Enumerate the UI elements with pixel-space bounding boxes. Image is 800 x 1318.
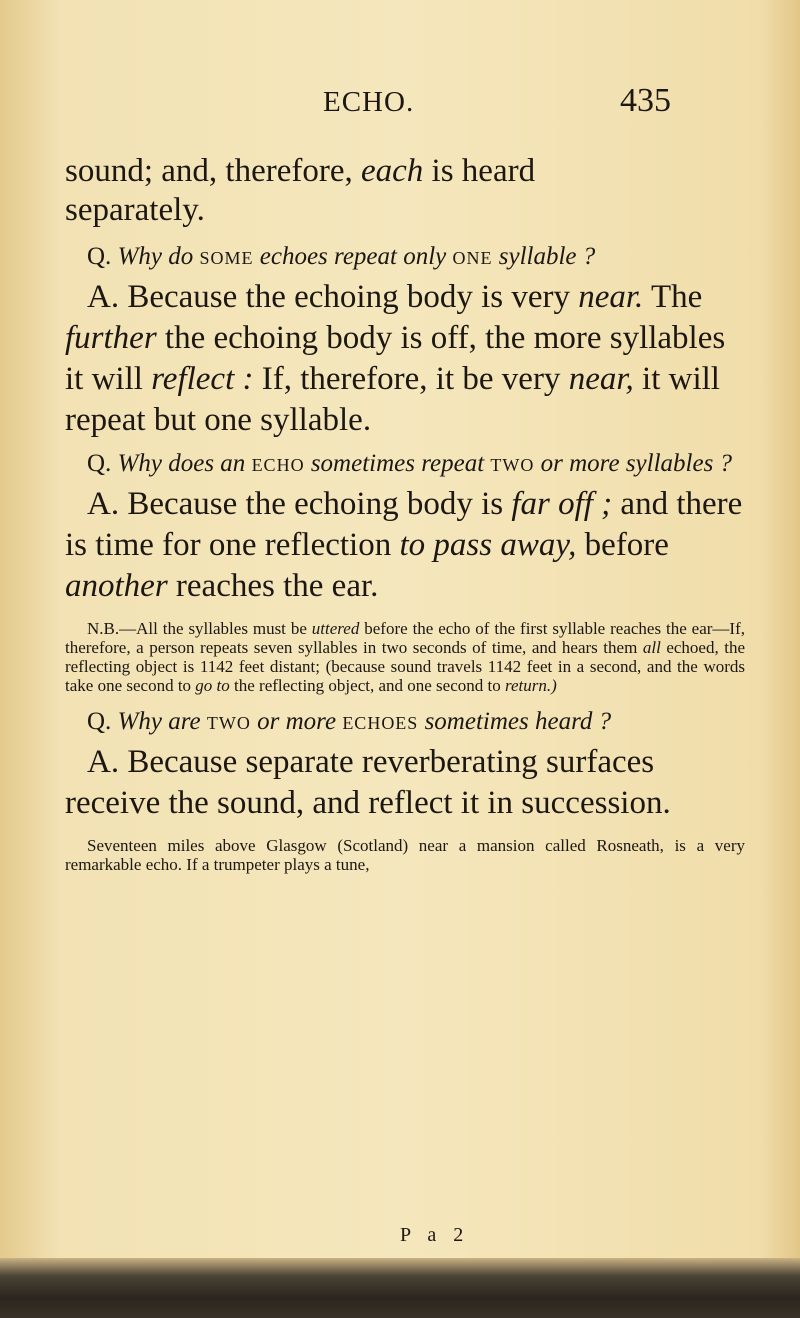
text-run: syllable ? <box>498 243 596 270</box>
text-run: sometimes repeat <box>310 450 485 477</box>
text-run: is heard <box>431 153 536 189</box>
answer-label: A. <box>87 744 120 780</box>
text-run: before <box>584 527 669 563</box>
running-title: ECHO. <box>323 86 415 118</box>
small-caps: some <box>199 243 254 270</box>
emphasis: further <box>65 320 157 356</box>
question-label: Q. <box>87 450 112 477</box>
text-run: the echoing body is <box>164 320 423 356</box>
emphasis: uttered <box>311 619 360 638</box>
emphasis: all <box>642 638 661 657</box>
text-run: sound; and, therefore, <box>65 153 353 189</box>
emphasis: near. <box>578 279 644 315</box>
text-run: echoed, the reflecting object is 1142 feet distant; (because sound travels 1142 feet in a second, and the words take one second to <box>65 638 746 695</box>
text-run: off, the more syllables it will <box>65 320 726 397</box>
question-3 <box>65 707 745 736</box>
answer-label: A. <box>87 486 120 522</box>
emphasis: each <box>361 153 424 189</box>
text-run: reaches the <box>175 568 324 604</box>
text-run: before the echo of the first syllable reaches the ear—If, therefore, a person repeats seven syllables in two seconds of time, and hears them <box>65 619 746 657</box>
page-number: 435 <box>620 82 671 119</box>
answer-label: A. <box>87 279 120 315</box>
text-run: separately. <box>65 192 205 228</box>
page-bottom-edge <box>0 1258 800 1318</box>
emphasis: to pass away, <box>399 527 577 563</box>
running-head <box>0 82 800 126</box>
text-run: sometimes heard ? <box>424 708 612 735</box>
text-run: Because the echoing body is <box>127 486 504 522</box>
text-run: If, <box>261 361 292 397</box>
text-run: Why does an <box>117 450 246 477</box>
text-run: or more syllables ? <box>540 450 733 477</box>
emphasis: go to <box>195 676 230 695</box>
small-caps: echoes <box>342 708 419 735</box>
text-run: Why do <box>117 243 194 270</box>
note-nb <box>65 619 745 695</box>
emphasis: far <box>511 486 550 522</box>
text-run: or more <box>257 708 337 735</box>
text-run: echoes repeat only <box>259 243 447 270</box>
text-run: and there is time for one reflection <box>65 486 743 563</box>
emphasis: off ; <box>558 486 613 522</box>
text-run: N.B.—All the syllables must be <box>87 619 307 638</box>
text-run: The <box>650 279 703 315</box>
text-run: therefore, it be very <box>300 361 561 397</box>
emphasis: another <box>65 568 168 604</box>
question-1 <box>65 242 745 271</box>
footnote-rosneath <box>65 836 745 874</box>
question-label: Q. <box>87 708 112 735</box>
emphasis: near, <box>568 361 634 397</box>
text-run: but one syllable. <box>153 402 372 438</box>
text-run: Because separate reverberating surfaces receive the sound, and reflect it in succession. <box>65 744 671 821</box>
paragraph-continuation <box>65 152 745 230</box>
answer-3 <box>65 742 745 824</box>
text-run: Why are <box>117 708 201 735</box>
text-run: Seventeen miles above Glasgow (Scotland) near a mansion called Rosneath, is a very remarkable echo. If a trumpeter plays a tune, <box>65 836 745 874</box>
small-caps: two <box>490 450 535 477</box>
question-label: Q. <box>87 243 112 270</box>
emphasis: return.) <box>505 676 557 695</box>
answer-2 <box>65 484 745 607</box>
small-caps: echo <box>251 450 305 477</box>
small-caps: one <box>452 243 493 270</box>
signature-mark: P a 2 <box>400 1224 470 1246</box>
page-text <box>65 152 745 874</box>
question-2 <box>65 449 745 478</box>
text-run: ear. <box>331 568 379 604</box>
text-run: it will repeat <box>65 361 720 438</box>
answer-1 <box>65 277 745 441</box>
small-caps: two <box>206 708 251 735</box>
text-run: Because the echoing body is very <box>127 279 570 315</box>
text-run: the reflecting object, and one second to <box>234 676 501 695</box>
emphasis: reflect : <box>151 361 254 397</box>
